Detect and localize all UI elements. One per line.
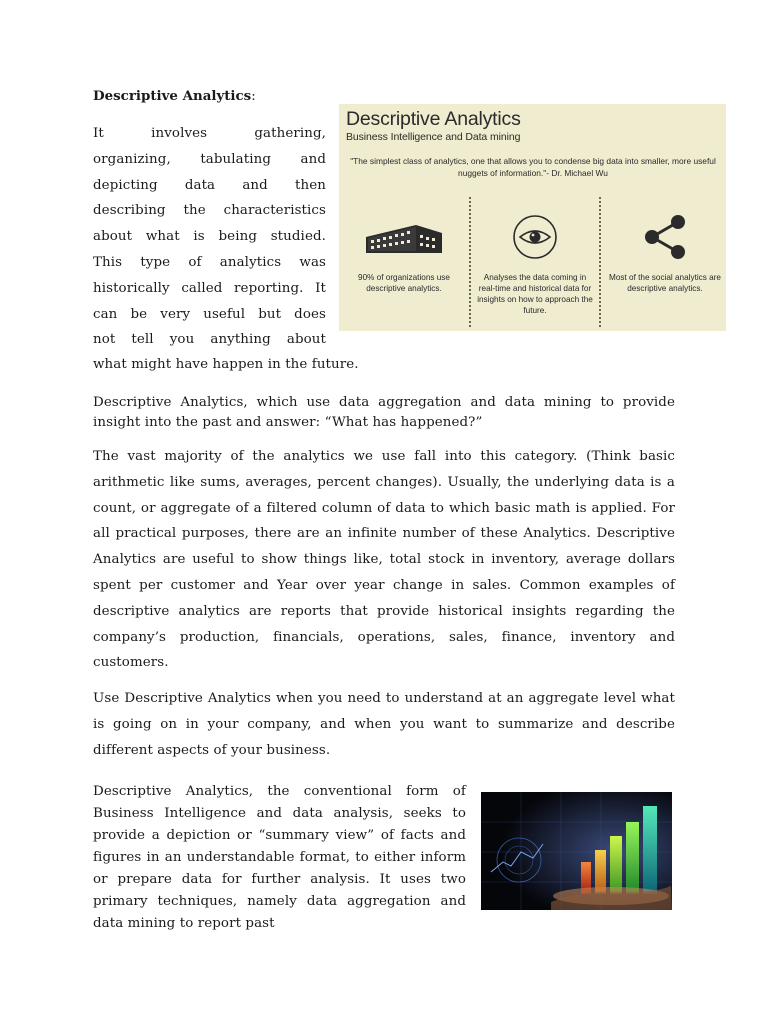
building-icon [344, 212, 464, 262]
infographic-title: Descriptive Analytics [346, 108, 521, 130]
column-divider [599, 197, 601, 327]
intro-tail-line: what might have happen in the future. [93, 357, 359, 372]
intro-paragraph [93, 121, 326, 353]
column-caption: 90% of organizations use descriptive analytics. [358, 273, 450, 293]
intro-line: describing the characteristics [93, 203, 326, 219]
paragraph-what-happened: Descriptive Analytics, which use data aggregation and data mining to provide insight into the past and answer: “What has happened?” [93, 395, 675, 430]
column-caption: Most of the social analytics are descriptive analytics. [609, 273, 721, 293]
analytics-photo [481, 792, 672, 910]
intro-line: can be very useful but does [93, 306, 326, 322]
heading-bold-text: Descriptive Analytics [93, 88, 252, 104]
infographic [339, 104, 726, 331]
intro-line: This type of analytics was [93, 254, 326, 270]
infographic-column-organizations [344, 212, 464, 322]
infographic-quote: "The simplest class of analytics, one that allows you to condense big data into smaller, more useful nuggets of information."- Dr. Michael Wu [350, 156, 716, 178]
intro-line: depicting data and then [93, 177, 326, 193]
infographic-column-social [605, 212, 725, 322]
column-caption: Analyses the data coming in real-time and historical data for insights on how to approach the future. [477, 273, 593, 315]
intro-line: about what is being studied. [93, 229, 326, 245]
intro-line: historically called reporting. It [93, 280, 326, 296]
share-icon [605, 212, 725, 262]
intro-line: organizing, tabulating and [93, 151, 326, 167]
infographic-column-realtime [475, 212, 595, 322]
section-heading [93, 85, 256, 108]
paragraph-use-when: Use Descriptive Analytics when you need to understand at an aggregate level what is going on in your company, and when you want to summarize and describe different aspects of your business. [93, 691, 675, 758]
paragraph-conventional-form: Descriptive Analytics, the conventional form of Business Intelligence and data analysis, seeks to provide a depiction or “summary view” of facts and figures in an understandable format, to either inform or prepare data for further analysis. It uses two primary techniques, namely data aggregation and data mining to report past [93, 784, 466, 931]
intro-line: It involves gathering, [93, 126, 326, 141]
infographic-subtitle: Business Intelligence and Data mining [346, 131, 521, 143]
eye-icon [475, 212, 595, 262]
paragraph-majority: The vast majority of the analytics we use fall into this category. (Think basic arithmetic like sums, averages, percent changes). Usually, the underlying data is a count, or aggregate of a filtered column of data to which basic math is applied. For all practical purposes, there are an infinite number of these Analytics. Descriptive Analytics are useful to show things like, total stock in inventory, average dollars spent per customer and Year over year change in sales. Common examples of descriptive analytics are reports that provide historical insights regarding the company’s production, financials, operations, sales, finance, inventory and customers. [93, 449, 675, 671]
column-divider [469, 197, 471, 327]
heading-suffix: : [251, 89, 256, 104]
intro-line: not tell you anything about [93, 332, 326, 348]
